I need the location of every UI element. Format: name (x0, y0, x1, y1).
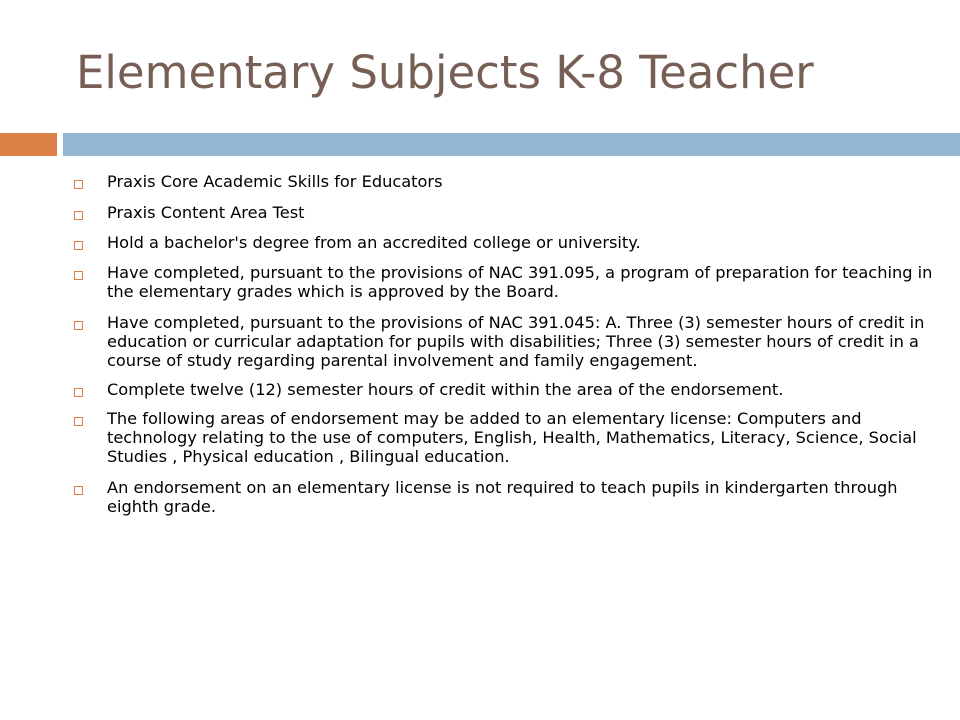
hollow-square-icon (74, 241, 83, 250)
bullet-item (74, 263, 934, 301)
bullet-item (74, 172, 934, 191)
hollow-square-icon (74, 321, 83, 330)
bullet-item (74, 233, 934, 252)
bullet-item (74, 478, 934, 516)
bullet-text: Complete twelve (12) semester hours of credit within the area of the endorsement. (107, 380, 784, 399)
title-rule-bar (63, 133, 960, 156)
hollow-square-icon (74, 486, 83, 495)
hollow-square-icon (74, 388, 83, 397)
slide-title: Elementary Subjects K-8 Teacher (76, 46, 814, 99)
hollow-square-icon (74, 271, 83, 280)
bullet-text: Have completed, pursuant to the provisions of NAC 391.045: A. Three (3) semester hours of credit in education or curricular adaptation for pupils with disabilities; Three (3) semester hours of credit in a course of study regarding parental involvement and family engagement. (107, 313, 925, 370)
title-accent-bar (0, 133, 57, 156)
bullet-item (74, 313, 934, 370)
bullet-text: The following areas of endorsement may be added to an elementary license: Computers and technology relating to the use of computers, English, Health, Mathematics, Literacy, Science, Social Studies , Physical education , Bilingual education. (107, 409, 917, 466)
hollow-square-icon (74, 180, 83, 189)
bullet-text: Hold a bachelor's degree from an accredited college or university. (107, 233, 641, 252)
bullet-list (74, 172, 934, 516)
hollow-square-icon (74, 417, 83, 426)
bullet-text: Praxis Core Academic Skills for Educators (107, 172, 443, 191)
bullet-item (74, 380, 934, 399)
bullet-text: An endorsement on an elementary license is not required to teach pupils in kindergarten through eighth grade. (107, 478, 898, 516)
bullet-text: Praxis Content Area Test (107, 203, 305, 222)
hollow-square-icon (74, 211, 83, 220)
bullet-item (74, 409, 934, 466)
bullet-item (74, 203, 934, 222)
bullet-text: Have completed, pursuant to the provisions of NAC 391.095, a program of preparation for teaching in the elementary grades which is approved by the Board. (107, 263, 933, 301)
